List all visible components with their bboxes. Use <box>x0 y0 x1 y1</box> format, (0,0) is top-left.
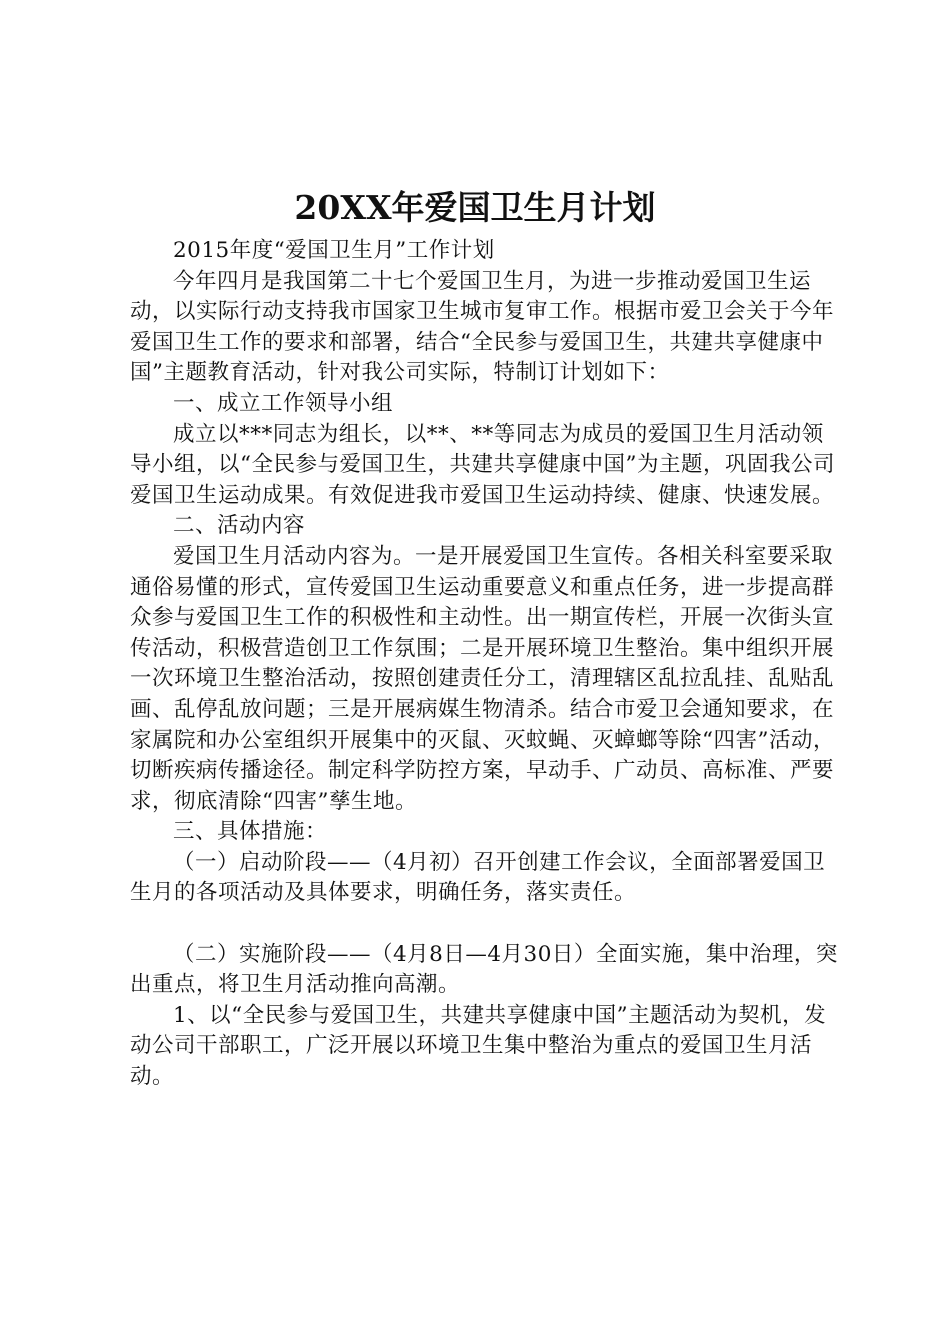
section-heading-2: 二、活动内容 <box>173 513 306 539</box>
paragraph-subtitle: 2015年度“爱国卫生月”工作计划 <box>173 238 495 263</box>
blank-line <box>130 909 842 940</box>
document-body <box>130 236 842 1093</box>
paragraph-activities: 爱国卫生月活动内容为。一是开展爱国卫生宣传。各相关科室要采取通俗易懂的形式，宣传爱国卫生运动重要意义和重点任务，进一步提高群众参与爱国卫生工作的积极性和主动性。出一期宣传栏，开展一次街头宣传活动，积极营造创卫工作氛围；二是开展环境卫生整治。集中组织开展一次环境卫生整治活动，按照创建责任分工，清理辖区乱拉乱挂、乱贴乱画、乱停乱放问题；三是开展病媒生物清杀。结合市爱卫会通知要求，在家属院和办公室组织开展集中的灭鼠、灭蚊蝇、灭蟑螂等除“四害”活动，切断疾病传播途径。制定科学防控方案，早动手、广动员、高标准、严要求，彻底清除“四害”孳生地。 <box>130 543 835 814</box>
paragraph-item-1: 1、以“全民参与爱国卫生，共建共享健康中国”主题活动为契机，发动公司干部职工，广泛开展以环境卫生集中整治为重点的爱国卫生月活动。 <box>130 1002 827 1090</box>
section-heading-3: 三、具体措施： <box>173 819 328 845</box>
document-title: 20XX年爱国卫生月计划 <box>294 188 656 227</box>
paragraph-leadership: 成立以***同志为组长，以**、**等同志为成员的爱国卫生月活动领导小组，以“全民参与爱国卫生，共建共享健康中国”为主题，巩固我公司爱国卫生运动成果。有效促进我市爱国卫生运动持续、健康、快速发展。 <box>130 421 835 508</box>
paragraph-intro: 今年四月是我国第二十七个爱国卫生月，为进一步推动爱国卫生运动，以实际行动支持我市国家卫生城市复审工作。根据市爱卫会关于今年爱国卫生工作的要求和部署，结合“全民参与爱国卫生，共建共享健康中国”主题教育活动，针对我公司实际，特制订计划如下： <box>130 268 835 386</box>
paragraph-stage-1: （一）启动阶段——（4月初）召开创建工作会议，全面部署爱国卫生月的各项活动及具体要求，明确任务，落实责任。 <box>130 849 826 906</box>
paragraph-stage-2: （二）实施阶段——（4月8日—4月30日）全面实施，集中治理，突出重点，将卫生月活动推向高潮。 <box>130 941 838 998</box>
section-heading-1: 一、成立工作领导小组 <box>173 390 394 416</box>
